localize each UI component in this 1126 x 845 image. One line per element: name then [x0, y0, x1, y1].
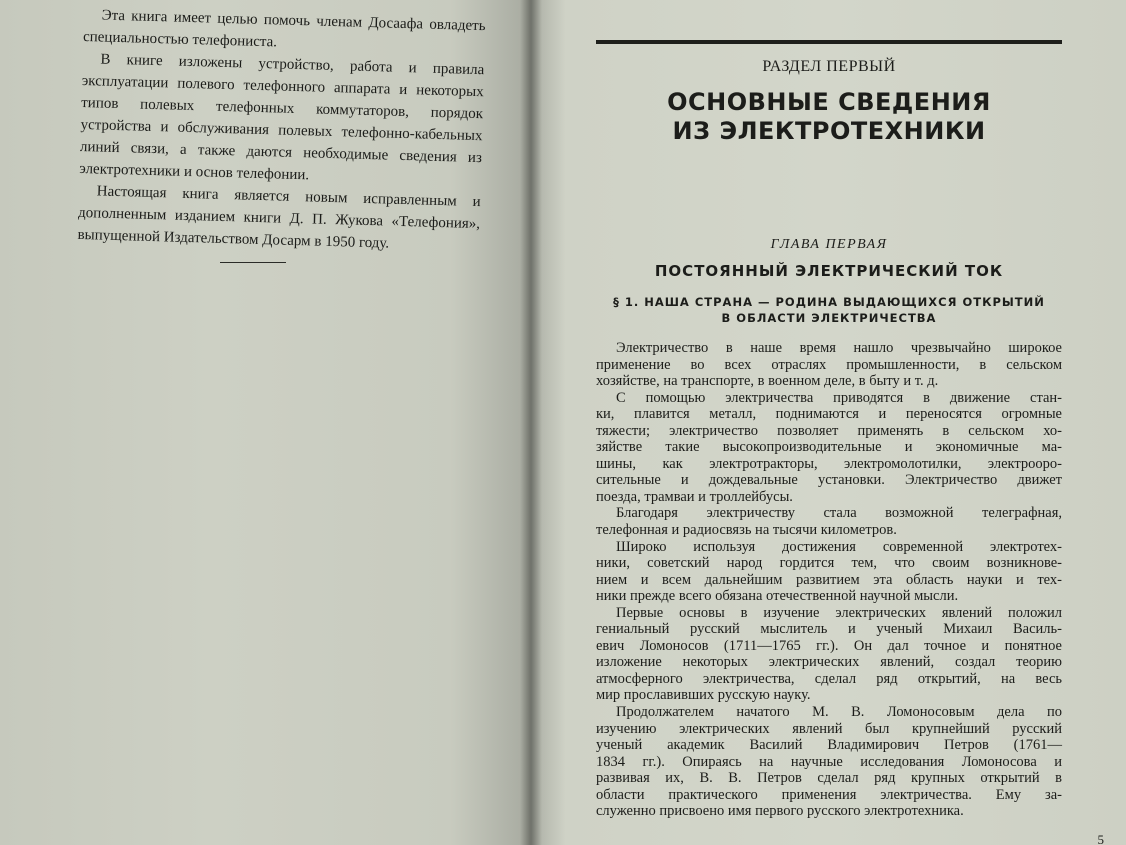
body-line: сительные и дождевальные установки. Электричество движет: [596, 472, 1062, 489]
body-line: телефонная и радиосвязь на тысячи километров.: [596, 522, 897, 539]
section-heading-line: В ОБЛАСТИ ЭЛЕКТРИЧЕСТВА: [721, 311, 937, 325]
main-title-line: ИЗ ЭЛЕКТРОТЕХНИКИ: [672, 117, 986, 145]
page-number: 5: [1097, 832, 1104, 845]
body-line: Благодаря электричеству стала возможной телеграфная,: [616, 505, 1062, 522]
body-line: хозяйстве, на транспорте, в военном деле, в быту и т. д.: [596, 373, 939, 390]
preface-paragraph: В книге изложены устройство, работа и правила эксплуатации полевого телефонного аппарата и некоторых типов полевых телефонных коммутаторов, порядок устройства и обслуживания полевых телефонно-кабельных линий связи, а также даются необходимые сведения из электротехники и основ телефонии.: [79, 51, 485, 184]
main-title-line: ОСНОВНЫЕ СВЕДЕНИЯ: [667, 88, 991, 116]
body-line: ники, советский народ гордится тем, что своим возникнове-: [596, 555, 1062, 572]
body-line: развивая их, В. В. Петров сделал ряд крупных открытий в: [596, 770, 1062, 787]
body-line: ники прежде всего обязана отечественной научной мысли.: [596, 588, 959, 605]
section-heading-line: § 1. НАША СТРАНА — РОДИНА ВЫДАЮЩИХСЯ ОТКРЫТИЙ: [613, 295, 1045, 309]
body-line: Широко используя достижения современной электротех-: [616, 538, 1062, 555]
body-line: нием и всем дальнейшим развитием эта область науки и тех-: [596, 571, 1062, 588]
left-page: [0, 0, 530, 845]
body-line: ученый академик Василий Владимирович Петров (1761—: [596, 737, 1062, 754]
preface-paragraph: Настоящая книга является новым исправленным и дополненным изданием книги Д. П. Жукова «Телефония», выпущенной Издательством Досарм в 1950 году.: [77, 183, 481, 252]
body-line: 1834 гг.). Опираясь на научные исследования Ломоносова и: [596, 753, 1062, 770]
main-title: [596, 88, 1062, 146]
body-line: гениальный русский мыслитель и ученый Михаил Василь-: [596, 621, 1062, 638]
book-gutter: [520, 0, 542, 845]
body-line: поезда, трамваи и троллейбусы.: [596, 488, 793, 505]
body-line: атмосферного электричества, сделал ряд открытий, на весь: [596, 670, 1062, 687]
section-label: РАЗДЕЛ ПЕРВЫЙ: [762, 58, 896, 75]
body-line: Электричество в наше время нашло чрезвычайно широкое: [616, 340, 1062, 356]
chapter-label: ГЛАВА ПЕРВАЯ: [770, 237, 888, 252]
body-line: Продолжателем начатого М. В. Ломоносовым дела по: [616, 704, 1062, 721]
preface-paragraph: Эта книга имеет целью помочь членам Досаафа овладеть специальностью телефониста.: [82, 7, 486, 51]
body-line: зяйстве такие высокопроизводительные и экономичные ма-: [596, 439, 1062, 456]
right-page: [530, 0, 1126, 845]
body-line: изложение некоторых электрических явлений, создал теорию: [596, 654, 1062, 671]
chapter-title: ПОСТОЯННЫЙ ЭЛЕКТРИЧЕСКИЙ ТОК: [654, 262, 1004, 280]
body-line: шины, как электротракторы, электромолотилки, электрооро-: [596, 455, 1062, 472]
body-line: области практического применения электричества. Ему за-: [596, 786, 1062, 803]
body-line: С помощью электричества приводятся в движение стан-: [616, 389, 1062, 406]
body-line: Первые основы в изучение электрических явлений положил: [616, 604, 1062, 621]
section-heading: [596, 294, 1062, 326]
body-line: служенно присвоено имя первого русского электротехника.: [596, 803, 964, 820]
body-line: мир прославивших русскую науку.: [596, 687, 811, 704]
body-line: евич Ломоносов (1711—1765 гг.). Он дал точное и понятное: [596, 637, 1062, 654]
body-line: изучению электрических явлений был крупнейший русский: [596, 720, 1062, 737]
body-line: ки, плавится металл, поднимаются и переносятся огромные: [596, 406, 1062, 423]
body-text: [596, 340, 1062, 820]
top-rule-divider: [596, 40, 1062, 44]
body-line: тяжести; электричество позволяет применять в сельском хо-: [596, 422, 1062, 439]
preface-text: [77, 4, 486, 257]
body-line: применение во всех отраслях промышленности, в сельском: [596, 356, 1062, 373]
end-rule-divider: [220, 262, 286, 263]
